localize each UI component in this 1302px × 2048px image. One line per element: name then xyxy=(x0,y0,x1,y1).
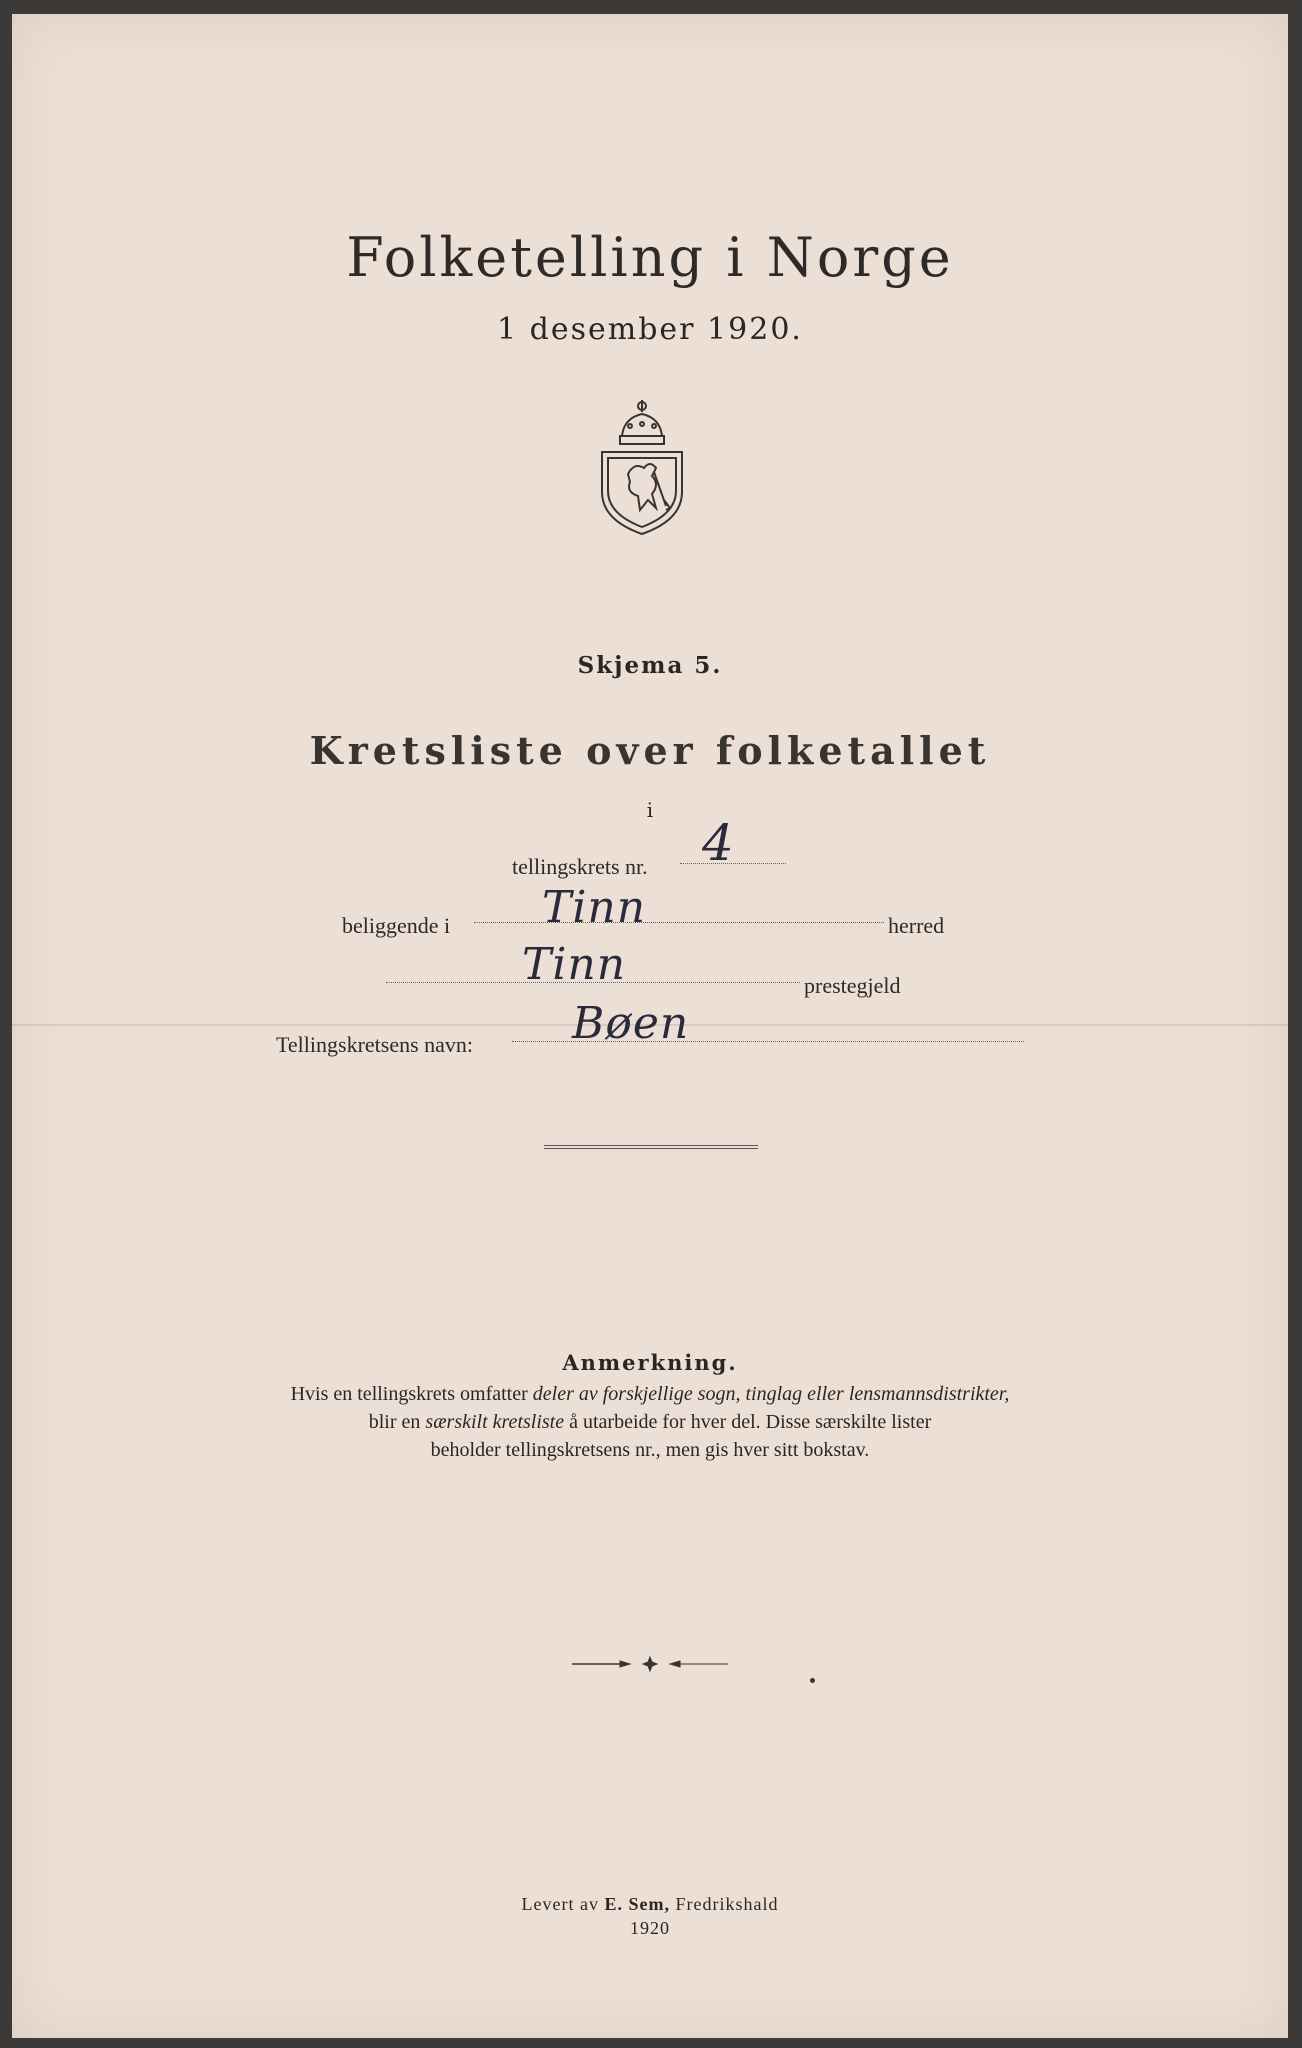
divider-rule xyxy=(544,1145,758,1149)
census-date: 1 desember 1920. xyxy=(497,312,803,347)
census-form-page xyxy=(12,14,1288,2038)
beliggende-label: beliggende i xyxy=(342,913,451,938)
note-title: Anmerkning. xyxy=(562,1350,738,1375)
ink-dot xyxy=(810,1678,815,1683)
printer-credit: Levert av E. Sem, Fredrikshald xyxy=(521,1894,779,1914)
navn-value: Bøen xyxy=(572,998,690,1049)
coat-of-arms-icon xyxy=(594,396,690,536)
form-heading: Kretsliste over folketallet xyxy=(309,728,991,773)
krets-value: 4 xyxy=(702,814,735,872)
note-line-3: beholder tellingskretsens nr., men gis hver sitt bokstav. xyxy=(430,1439,870,1461)
prestegjeld-label: prestegjeld xyxy=(804,973,901,998)
print-year: 1920 xyxy=(630,1918,670,1938)
note-line-2: blir en særskilt kretsliste å utarbeide for hver del. Disse særskilte lister xyxy=(368,1411,932,1433)
herred-label: herred xyxy=(888,913,945,938)
herred-line xyxy=(474,922,884,923)
ornament-icon xyxy=(570,1654,730,1674)
connector-i: i xyxy=(646,798,654,822)
krets-label: tellingskrets nr. xyxy=(512,854,648,879)
navn-label: Tellingskretsens navn: xyxy=(276,1032,474,1057)
prestegjeld-value: Tinn xyxy=(522,939,627,990)
schema-number: Skjema 5. xyxy=(577,652,723,679)
herred-value: Tinn xyxy=(542,882,647,933)
note-line-1: Hvis en tellingskrets omfatter deler av forskjellige sogn, tinglag eller lensmannsdistrikter, xyxy=(290,1383,1010,1405)
form-title: Folketelling i Norge xyxy=(346,226,954,289)
